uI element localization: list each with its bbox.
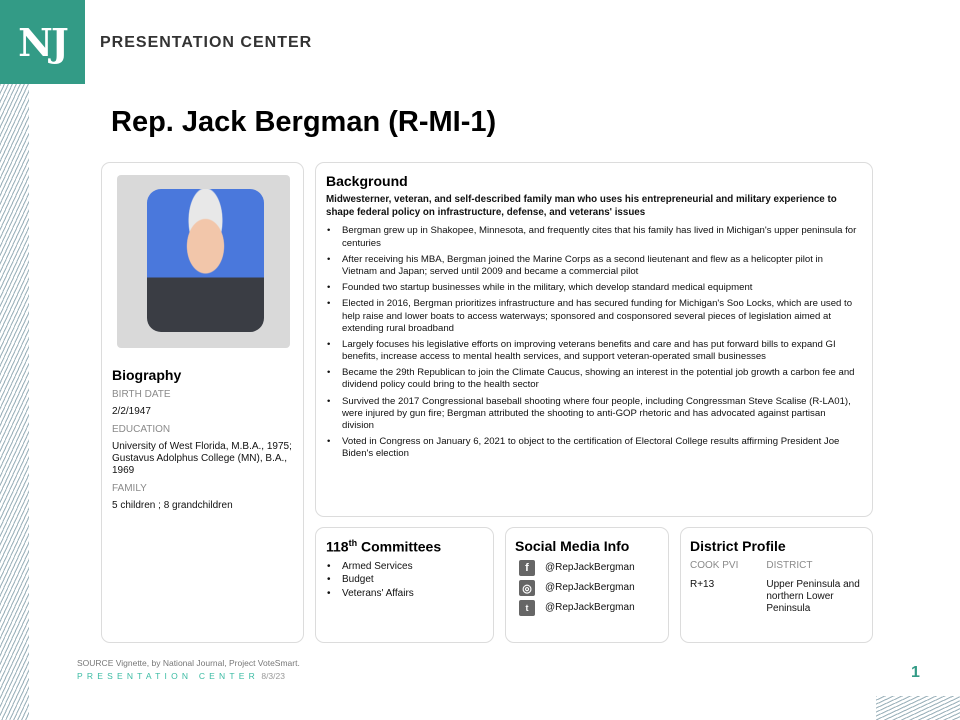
birth-date-value: 2/2/1947	[112, 406, 151, 417]
committee-item: • Armed Services	[326, 561, 483, 574]
decorative-hatch-left	[0, 84, 29, 720]
birth-date-label: BIRTH DATE	[112, 389, 171, 400]
twitter-icon: t	[519, 600, 535, 616]
district-profile-card	[680, 527, 873, 643]
photo-frame	[117, 175, 290, 348]
bullet-item: • After receiving his MBA, Bergman joined the Marine Corps as a second lieutenant and flew as a helicopter pilot in Vietnam and Japan; served until 2009 and became a commercial pilot	[326, 254, 860, 278]
committees-heading	[326, 538, 483, 555]
background-heading: Background	[326, 173, 408, 189]
instagram-icon: ◎	[519, 580, 535, 596]
social-row-twitter[interactable]	[519, 600, 659, 616]
family-label: FAMILY	[112, 483, 147, 494]
page-title: Rep. Jack Bergman (R-MI-1)	[111, 106, 497, 138]
background-bullets	[326, 225, 860, 460]
heading-number: 118	[326, 538, 349, 555]
bullet-item: • Survived the 2017 Congressional baseball shooting where four people, including Congressman Steve Scalise (R-LA01), were injured by gun fire; Bergman attributed the shooting to anti-GOP rhetoric and has advocated against partisan division	[326, 396, 860, 433]
social-row-facebook[interactable]	[519, 560, 659, 576]
social-media-card	[505, 527, 669, 643]
committees-card	[315, 527, 494, 643]
bullet-item: • Largely focuses his legislative efforts on improving veterans benefits and care and has put forward bills to expand GI benefits, increase access to mental health services, and support veteran-operated small businesses	[326, 339, 860, 363]
family-value: 5 children ; 8 grandchildren	[112, 500, 233, 511]
heading-text: Committees	[357, 538, 442, 555]
committee-list	[326, 561, 483, 601]
twitter-handle[interactable]: @RepJackBergman	[545, 602, 635, 613]
committee-item: • Budget	[326, 574, 483, 587]
education-value: University of West Florida, M.B.A., 1975; Gustavus Adolphus College (MN), B.A., 1969	[112, 441, 292, 476]
footer-date: 8/3/23	[261, 671, 285, 681]
biography-card	[101, 162, 304, 643]
committee-item: • Veterans' Affairs	[326, 588, 483, 601]
footer-center: PRESENTATION CENTER	[77, 671, 259, 681]
bullet-item: • Bergman grew up in Shakopee, Minnesota, and frequently cites that his family has lived in Michigan's upper peninsula for centuries	[326, 225, 860, 249]
background-card	[315, 162, 873, 517]
logo-text: NJ	[18, 19, 67, 65]
bullet-item: • Founded two startup businesses while in the military, which develop standard medical equipment	[326, 282, 860, 294]
background-summary: Midwesterner, veteran, and self-described family man who uses his entrepreneurial and military experience to shape federal policy on infrastructure, defense, and veterans' issues	[326, 194, 837, 218]
cook-pvi-label: COOK PVI	[690, 560, 739, 571]
source-note: SOURCE Vignette, by National Journal, Project VoteSmart.	[77, 658, 300, 668]
footer-brand	[77, 671, 285, 681]
page-number: 1	[911, 664, 920, 681]
facebook-handle[interactable]: @RepJackBergman	[545, 562, 635, 573]
heading-superscript: th	[348, 538, 358, 548]
bullet-item: • Voted in Congress on January 6, 2021 to object to the certification of Electoral College results affirming President Joe Biden's election	[326, 436, 860, 460]
district-heading: District Profile	[690, 538, 786, 554]
social-row-instagram[interactable]	[519, 580, 659, 596]
facebook-icon: f	[519, 560, 535, 576]
biography-heading: Biography	[112, 367, 182, 383]
cook-pvi-value: R+13	[690, 579, 715, 590]
education-label: EDUCATION	[112, 424, 171, 435]
nj-logo	[0, 0, 85, 84]
district-value: Upper Peninsula and northern Lower Peninsula	[766, 579, 860, 614]
social-heading: Social Media Info	[515, 538, 630, 554]
portrait-photo	[147, 189, 264, 332]
bullet-item: • Became the 29th Republican to join the Climate Caucus, showing an interest in the potential job growth a carbon fee and dividend policy could bring to the health sector	[326, 367, 860, 391]
bullet-item: • Elected in 2016, Bergman prioritizes infrastructure and has secured funding for Michigan's Soo Locks, which are used to help raise and lower boats to access waterways; sponsored and cosponsored several pieces of legislation aimed at extending rural broadband	[326, 298, 860, 335]
decorative-hatch-bottom-right	[876, 696, 960, 720]
brand-name: PRESENTATION CENTER	[100, 34, 313, 51]
instagram-handle[interactable]: @RepJackBergman	[545, 582, 635, 593]
district-label: DISTRICT	[766, 560, 813, 571]
